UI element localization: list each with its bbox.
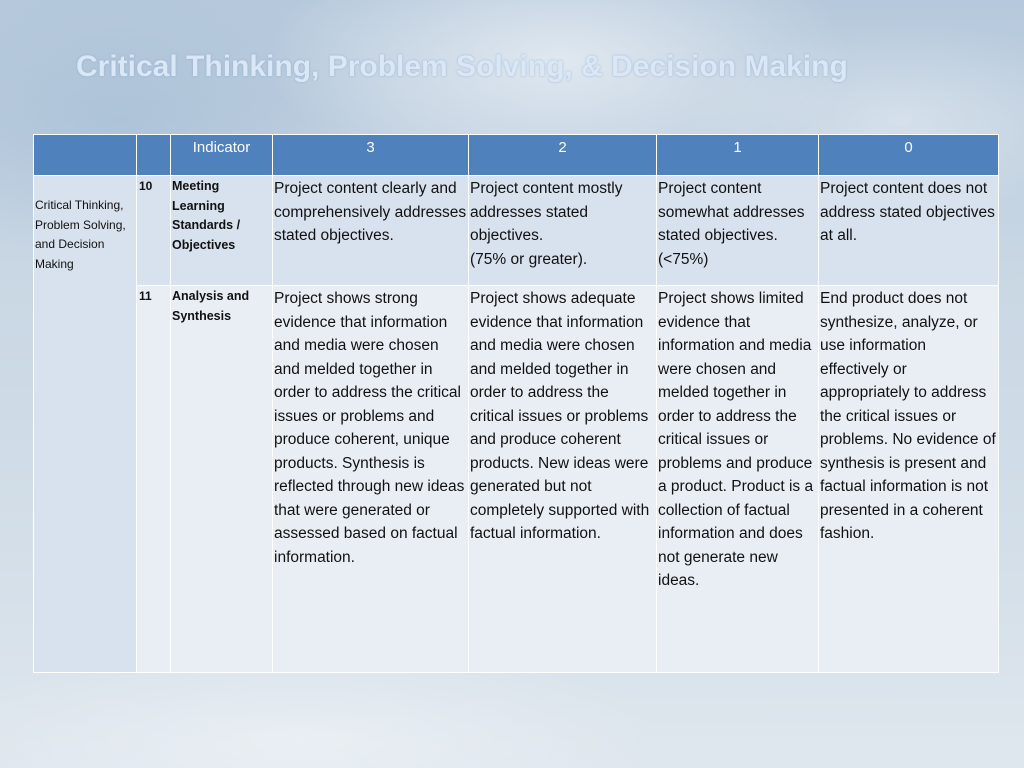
category-cell: Critical Thinking, Problem Solving, and Decision Making [34,176,137,673]
score-2-cell: Project shows adequate evidence that information and media were chosen and melded together in order to address the critical issues or problems and produce coherent products. New ideas were generated but not completely supported with factual information. [469,286,657,673]
score-3-cell: Project shows strong evidence that information and media were chosen and melded together in order to address the critical issues or problems and produce coherent, unique products. Synthesis is reflected through new ideas that were generated or assessed based on factual information. [273,286,469,673]
table-row [34,176,999,286]
header-indicator: Indicator [171,135,273,176]
header-number [137,135,171,176]
table-row [34,286,999,673]
header-category [34,135,137,176]
score-1-cell: Project content somewhat addresses stated objectives. (<75%) [657,176,819,286]
score-1-cell: Project shows limited evidence that information and media were chosen and melded together in order to address the critical issues or problems and produce a product. Product is a collection of factual information and does not generate new ideas. [657,286,819,673]
row-number: 10 [137,176,171,286]
score-0-cell: End product does not synthesize, analyze, or use information effectively or appropriately to address the critical issues or problems. No evidence of synthesis is present and factual information is not presented in a coherent fashion. [819,286,999,673]
header-row [34,135,999,176]
indicator-cell: Analysis and Synthesis [171,286,273,673]
rubric-table [33,134,999,673]
slide-title: Critical Thinking, Problem Solving, & Decision Making [76,50,848,83]
header-score-2: 2 [469,135,657,176]
row-number: 11 [137,286,171,673]
score-3-cell: Project content clearly and comprehensively addresses stated objectives. [273,176,469,286]
header-score-3: 3 [273,135,469,176]
header-score-0: 0 [819,135,999,176]
score-2-cell: Project content mostly addresses stated objectives. (75% or greater). [469,176,657,286]
indicator-cell: Meeting Learning Standards / Objectives [171,176,273,286]
score-0-cell: Project content does not address stated objectives at all. [819,176,999,286]
header-score-1: 1 [657,135,819,176]
